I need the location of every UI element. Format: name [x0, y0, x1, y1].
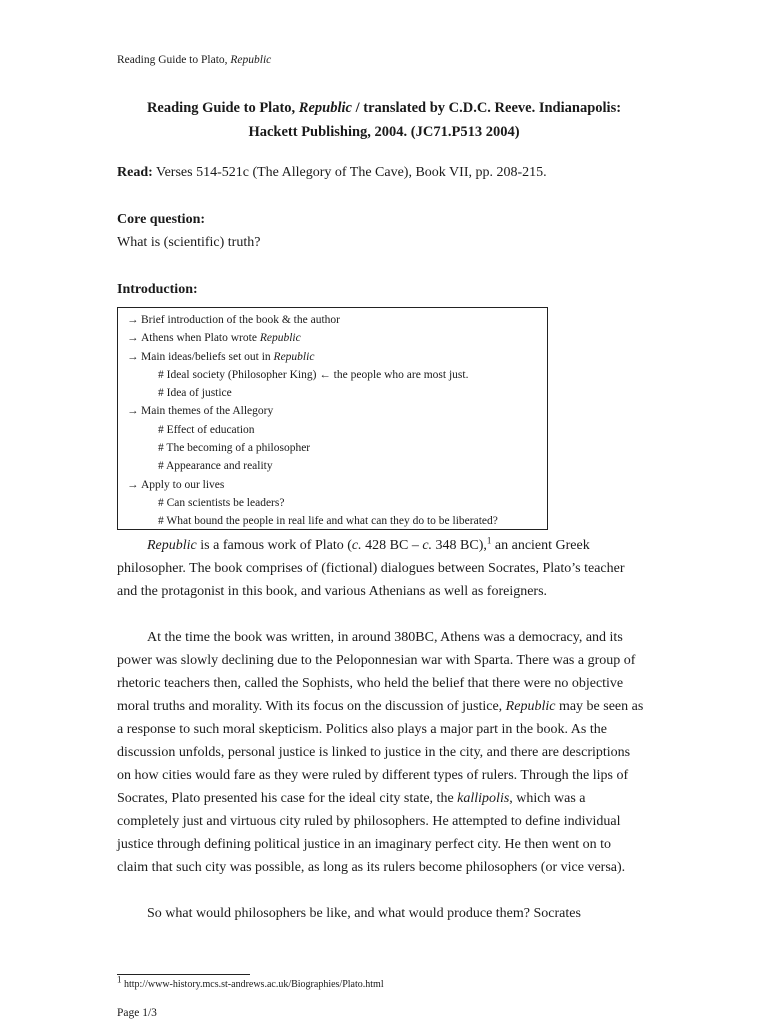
outline-subitem: # Can scientists be leaders?	[158, 496, 285, 509]
arrow-right-icon: →	[127, 478, 139, 491]
core-question-label: Core question:	[117, 212, 206, 227]
paragraph-2: At the time the book was written, in around 380BC, Athens was a democracy, and its power was slowly declining due to the Peloponnesian war with Sparta. There was a group of rhetoric teachers then, called the Sophists, who held the belief that there were no objective moral truths and morality. With its focus on the discussion of justice, Republic may be seen as a response to such moral skepticism. Politics also plays a major part in the book. As the discussion unfolds, personal justice is linked to justice in the city, and there are descriptions on how cities would fare as they were ruled by different types of rulers. Through the lips of Socrates, Plato presented his case for the ideal city state, the kallipolis, which was a completely just and virtuous city ruled by philosophers. He attempted to define individual justice through defining political justice in an imaginary perfect city. He then went on to claim that such city was possible, as long as its rulers become philosophers (or vice versa).	[117, 630, 644, 875]
core-question-text: What is (scientific) truth?	[117, 235, 261, 250]
arrow-left-icon: ←	[319, 368, 331, 381]
outline-item: → Main themes of the Allegory	[127, 402, 547, 420]
outline-subitem: # Appearance and reality	[158, 460, 273, 473]
arrow-right-icon: →	[127, 350, 139, 363]
document-title: Reading Guide to Plato, Republic / translated by C.D.C. Reeve. Indianapolis: Hackett Publishing, 2004. (JC71.P513 2004)	[146, 100, 622, 140]
footnote-reference[interactable]: 1	[486, 535, 492, 546]
paragraph-1: Republic is a famous work of Plato (c. 428 BC – c. 348 BC),$^1$ an ancient Greek philosopher. The book comprises of (fictional) dialogues between Socrates, Plato’s teacher and the protagonist in this book, and various Athenians as well as foreigners.	[117, 535, 625, 599]
outline-item: → Apply to our lives	[127, 476, 547, 494]
running-header: Reading Guide to Plato, Republic	[117, 54, 272, 66]
outline-subitem: # Ideal society (Philosopher King) ← the people who are most just.	[158, 368, 469, 381]
footnote-link[interactable]: http://www-history.mcs.st-andrews.ac.uk/Biographies/Plato.html	[121, 979, 384, 990]
paragraph-3: So what would philosophers be like, and what would produce them? Socrates	[147, 906, 581, 921]
outline-item: → Main ideas/beliefs set out in Republic	[127, 348, 547, 366]
footnote-divider	[117, 974, 250, 975]
outline-subitem: # Effect of education	[158, 423, 255, 436]
introduction-outline-box	[117, 307, 548, 530]
read-assignment: Read: Verses 514-521c (The Allegory of The Cave), Book VII, pp. 208-215.	[117, 165, 547, 180]
arrow-right-icon: →	[127, 314, 139, 326]
introduction-label: Introduction:	[117, 282, 198, 297]
arrow-right-icon: →	[127, 405, 139, 418]
outline-subitem: # The becoming of a philosopher	[158, 442, 311, 455]
page-number: Page 1/3	[117, 1007, 157, 1019]
outline-subitem: # What bound the people in real life and what can they do to be liberated?	[158, 515, 498, 528]
outline-item: → Brief introduction of the book & the author	[127, 311, 547, 329]
outline-item: → Athens when Plato wrote Republic	[127, 329, 547, 347]
outline-subitem: # Idea of justice	[158, 387, 232, 400]
arrow-right-icon: →	[127, 332, 139, 345]
body-text	[117, 534, 645, 925]
footnote: $^1$ http://www-history.mcs.st-andrews.ac.uk/Biographies/Plato.html	[117, 974, 384, 990]
